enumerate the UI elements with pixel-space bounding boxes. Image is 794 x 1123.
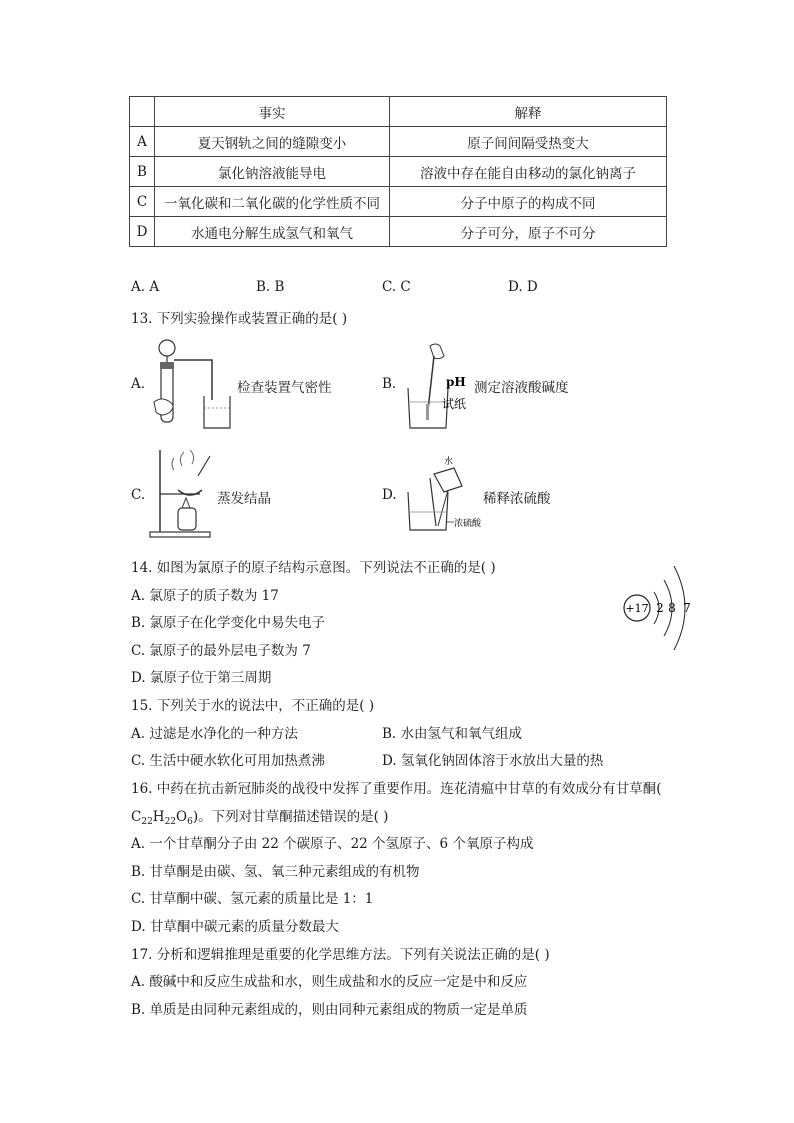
q14-stem: 14. 如图为氯原子的原子结构示意图。下列说法不正确的是( ) (131, 560, 496, 576)
table-row (130, 217, 667, 247)
evaporation-setup-figure (148, 446, 218, 540)
q12-option-c[interactable]: C. C (382, 279, 411, 295)
q14-option-d[interactable]: D. 氯原子位于第三周期 (131, 670, 272, 686)
table-header-cell (130, 97, 155, 127)
table-row (130, 157, 667, 187)
q16-option-b[interactable]: B. 甘草酮是由碳、氢、氧三种元素组成的有机物 (131, 864, 420, 880)
test-paper-label: 试纸 (442, 397, 467, 411)
q13-stem: 13. 下列实验操作或装置正确的是( ) (131, 311, 348, 327)
facts-table (129, 96, 667, 247)
formula-h-sub: 22 (164, 817, 177, 827)
dilute-acid-figure (402, 456, 482, 542)
fact-cell: 一氧化碳和二氧化碳的化学性质不同 (155, 187, 390, 217)
table-row (130, 187, 667, 217)
shell-3-electrons: 7 (683, 601, 691, 615)
q14-option-a[interactable]: A. 氯原子的质子数为 17 (131, 588, 279, 604)
acid-label: 浓硫酸 (454, 519, 482, 529)
q12-option-b[interactable]: B. B (256, 279, 285, 295)
fact-cell: 夏天钢轨之间的缝隙变小 (155, 127, 390, 157)
q17-stem: 17. 分析和逻辑推理是重要的化学思维方法。下列有关说法正确的是( ) (131, 947, 550, 963)
q15-option-b[interactable]: B. 水由氢气和氧气组成 (382, 726, 523, 742)
explain-cell: 溶液中存在能自由移动的氯化钠离子 (390, 157, 667, 187)
row-label: C (130, 187, 155, 217)
q16-option-c[interactable]: C. 甘草酮中碳、氢元素的质量比是 1：1 (131, 891, 374, 907)
table-header-row (130, 97, 667, 127)
explain-cell: 原子间间隔受热变大 (390, 127, 667, 157)
q15-option-d[interactable]: D. 氢氧化钠固体溶于水放出大量的热 (382, 753, 604, 769)
row-label: D (130, 217, 155, 247)
formula-c: C (131, 809, 142, 825)
nucleus-charge: +17 (625, 602, 649, 615)
q13-option-a-caption: 检查装置气密性 (237, 380, 332, 396)
q13-option-a-letter[interactable]: A. (131, 376, 146, 392)
shell-1-electrons: 2 (656, 601, 664, 615)
shell-2-electrons: 8 (668, 601, 676, 615)
q13-option-b-caption: 测定溶液酸碱度 (474, 380, 569, 396)
formula-o: O (176, 809, 188, 825)
q15-option-a[interactable]: A. 过滤是水净化的一种方法 (131, 726, 298, 742)
q13-option-c-letter[interactable]: C. (131, 487, 146, 503)
water-label: 水 (444, 457, 454, 467)
chlorine-atom-diagram (620, 562, 692, 658)
row-label: B (130, 157, 155, 187)
explain-cell: 分子中原子的构成不同 (390, 187, 667, 217)
q15-option-c[interactable]: C. 生活中硬水软化可用加热煮沸 (131, 753, 325, 769)
q13-option-d-letter[interactable]: D. (382, 487, 397, 503)
table-row (130, 127, 667, 157)
formula-o-sub: 6 (187, 817, 193, 827)
q14-option-c[interactable]: C. 氯原子的最外层电子数为 7 (131, 643, 311, 659)
formula-h: H (152, 809, 165, 825)
q16-option-d[interactable]: D. 甘草酮中碳元素的质量分数最大 (131, 919, 339, 935)
airtightness-apparatus-figure (150, 336, 235, 432)
table-header-cell: 解释 (390, 97, 667, 127)
q16-stem-line2 (131, 805, 388, 827)
q12-option-a[interactable]: A. A (131, 279, 160, 295)
q16-stem-line1: 16. 中药在抗击新冠肺炎的战役中发挥了重要作用。连花清瘟中甘草的有效成分有甘草酮( (131, 781, 662, 797)
fact-cell: 水通电分解生成氢气和氧气 (155, 217, 390, 247)
row-label: A (130, 127, 155, 157)
q13-option-c-caption: 蒸发结晶 (217, 491, 271, 507)
q16-stem-rest: )。下列对甘草酮描述错误的是( ) (192, 809, 389, 825)
q15-stem: 15. 下列关于水的说法中，不正确的是( ) (131, 698, 375, 714)
explain-cell: 分子可分，原子不可分 (390, 217, 667, 247)
q12-option-d[interactable]: D. D (508, 279, 538, 295)
q14-option-b[interactable]: B. 氯原子在化学变化中易失电子 (131, 615, 326, 631)
q17-option-b[interactable]: B. 单质是由同种元素组成的，则由同种元素组成的物质一定是单质 (131, 1002, 528, 1018)
ph-test-figure (400, 340, 475, 432)
fact-cell: 氯化钠溶液能导电 (155, 157, 390, 187)
q16-option-a[interactable]: A. 一个甘草酮分子由 22 个碳原子、22 个氢原子、6 个氧原子构成 (131, 836, 534, 852)
q13-option-b-letter[interactable]: B. (382, 376, 397, 392)
formula-c-sub: 22 (141, 817, 153, 827)
table-header-cell: 事实 (155, 97, 390, 127)
ph-label: pH (446, 375, 466, 389)
q13-option-d-caption: 稀释浓硫酸 (483, 491, 551, 507)
q17-option-a[interactable]: A. 酸碱中和反应生成盐和水，则生成盐和水的反应一定是中和反应 (131, 974, 528, 990)
